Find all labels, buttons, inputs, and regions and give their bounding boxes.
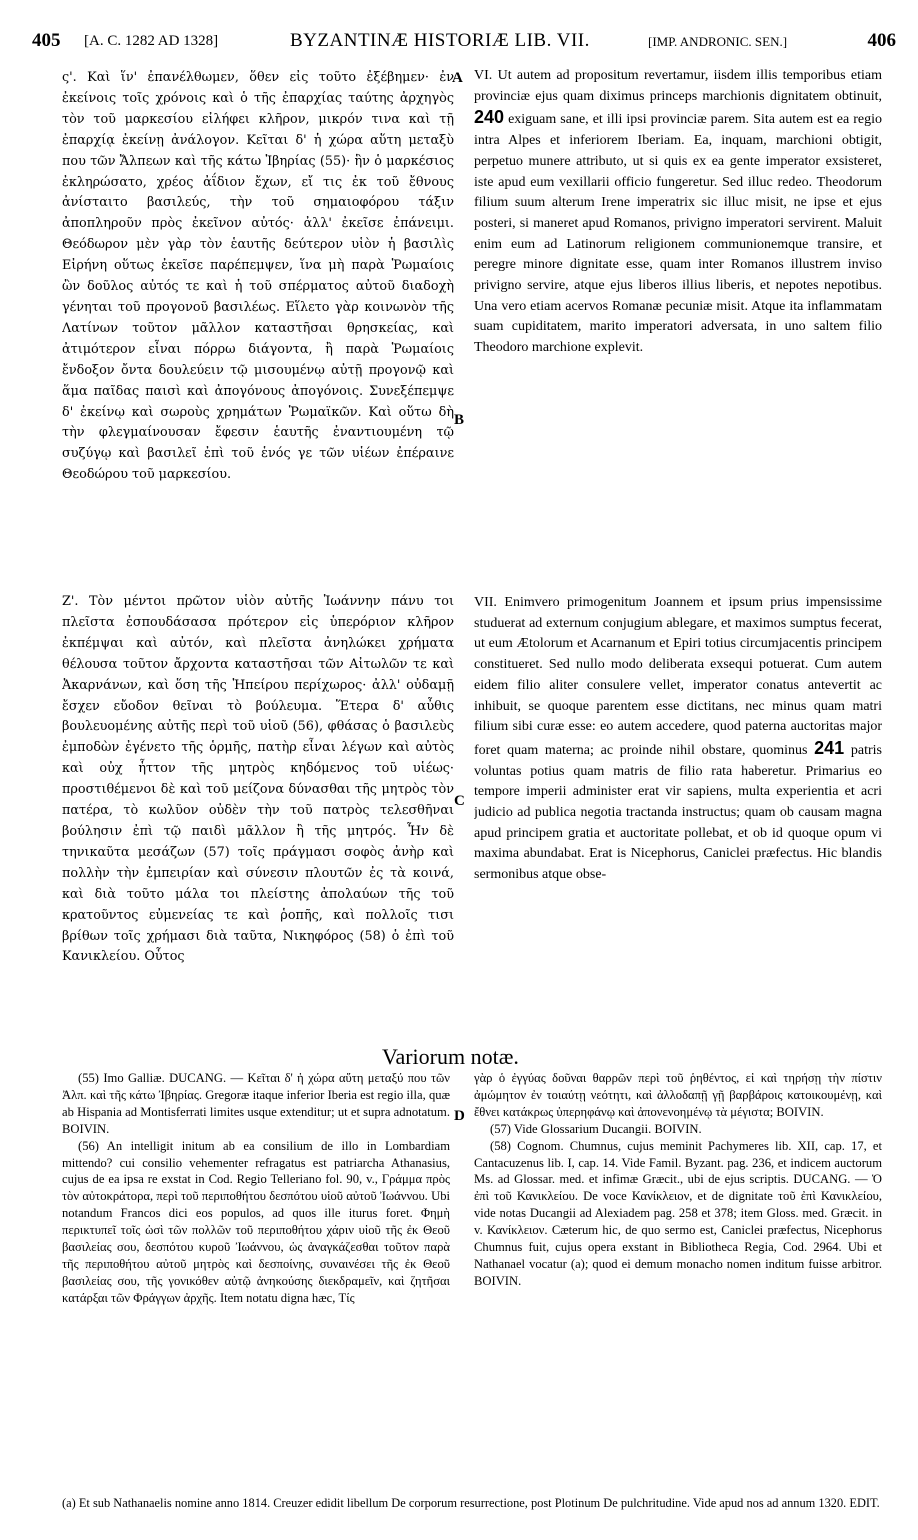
- page-number-right: 406: [867, 30, 896, 51]
- variorum-notae-heading: Variorum notæ.: [382, 1044, 519, 1069]
- margin-letter-b: B: [454, 412, 465, 428]
- note-56-continued: γὰρ ὁ ἐγγύας δοῦναι θαρρῶν περὶ τοῦ ῥηθέντος, εἰ καὶ τηρήσῃ τὴν πίστιν ἀμώμητον ἐν τοιαύτῃ νεότητι, καὶ ἀλλοδαπῇ γῇ βαρβάροις κατοικουμένῃ, καὶ ἔθνει κατάκρως ὑπερηφάνῳ καὶ ἀπονενοημένῳ τὰ μέγιστα; BOIVIN.: [474, 1071, 882, 1119]
- running-title: BYZANTINÆ HISTORIÆ LIB. VII.: [290, 30, 590, 51]
- running-header: [32, 30, 896, 62]
- margin-letter-d: D: [454, 1108, 465, 1124]
- latin-text-6b: exiguam sane, et illi ipsi provinciæ parem. Sita autem est ea regio intra Alpes et inferiorem Iberiam. Ea, inquam, marchioni obtigit, perpetuo munere attributo, ut si quis ex ea gente imperator exsisteret, iste apud eum vexillarii officio fungeretur. Sed illuc redeo. Theodorum filium suum alterum Irene imperatrix sic illuc misit, ne ipse et ejus posteri, si maneret apud Romanos, privigno imperatori servirent. Maluit enim eum ad Latinorum religionem communionemque transire, et peregre minore dignitate esse, quam inter Romanos illustrem invisо privigno servire, atque ejus liberos illius liberis, et nepotes nepotibus. Una vero etiam acervos Romanæ pecuniæ misit. Atque ita inflammatam suam cupiditatem, marito imperatori adversata, in uno saltem filio Theodoro marchione explevit.: [474, 112, 882, 356]
- editor-footnote: (a) Et sub Nathanaelis nomine anno 1814. Creuzer edidit libellum De corporum resurrectione, post Plotinum De pulchritudine. Vide apud nos ad annum 1320. EDIT.: [62, 1496, 880, 1510]
- greek-section-7: [62, 592, 454, 1032]
- notes-right-column: [474, 1070, 882, 1490]
- page-number-left: 405: [32, 30, 61, 51]
- reign-label: [IMP. ANDRONIC. SEN.]: [648, 34, 788, 49]
- note-58: (58) Cognom. Chumnus, cujus meminit Pachymeres lib. XII, cap. 17, et Cantacuzenus lib. I, cap. 14. Vide Famil. Byzant. pag. 236, et indicem auctorum Ms. ad Glossar. med. et infimæ Græcit., ubi de ejus scriptis. DUCANG. — Ὁ ἐπὶ τοῦ Κανικλείου. De voce Κανίκλειον, et de dignitate τοῦ ἐπὶ Κανικλείου, vide notas Ducangii ad Alexiadem pag. 258 et 378; item Gloss. med. Græcit. in v. Κανίκλειον. Cæterum hic, de quo sermo est, Caniclei præfectus, Nicephorus Chumnus fuit, cujus opera exstant in Bibliotheca Regia, Cod. 2964. Ubi et Nathanael vocatur (a); quod ei demum monacho nomen inditum fuisse arbitror. BOIVIN.: [474, 1138, 882, 1288]
- latin-section-7: [474, 593, 882, 1033]
- notes-left-column: [62, 1070, 450, 1490]
- latin-text-7a: VII. Enimvero primogenitum Joannem et ipsum prius impensissime studuerat ad externum conjugium ablegare, et maximos sumptus fecerat, ut eum Ætolorum et Acarnanum et Epiri totius circumjacentis principem constitueret. Sed nullo modo deliberata exsequi potuerat. Cum autem eidem filio aliter consulere vellet, imperator conatus antevertit ac inhibuit, se quoque parentem esse dictitans, nec minus quam matri filium sibi curæ esse: eo autem accedere, quod paterna auctoritas major foret quam materna; ac proinde nihil obstare, quominus: [474, 595, 882, 758]
- latin-section-6: [474, 66, 882, 550]
- note-57: (57) Vide Glossarium Ducangii. BOIVIN.: [490, 1121, 702, 1136]
- note-56: (56) An intelligit initum ab ea consilium de illo in Lombardiam mittendo? cui consilio vehementer refragatus est patriarcha Athanasius, cujus de ea ipsa re exstat in Cod. Regio Telleriano fol. 90, v., Γράμμα πρὸς τὸν αὐτοκράτορα, περὶ τοῦ περιποθήτου δεσπότου υἱοῦ αὐτοῦ Ἰωάννου. Ubi notandum Francos dici eos populos, ad quos ille iturus foret. Φημὴ περικτυπεῖ τοῖς ὠσὶ τῶν πολλῶν τοῦ περιποθήτου χάριν υἱοῦ τῆς ἐκ Θεοῦ βασιλείας σου, δεσπότου κυροῦ Ἰωάννου, ὡς ἀναγκάζεσθαι τοῦτον παρὰ τῆς περιποθήτου αὐτοῦ μητρὸς καὶ δεσποίνης, συναινέσει τῆς ἐκ Θεοῦ βασιλείας σου, τῆς γονικόθεν αὐτῷ ἀνηκούσης διεκδραμεῖν, καὶ ζητῆσαι κατάρξαι τῶν Φράγγων ἀρχῆς. Item notatu digna hæc, Τίς: [62, 1138, 450, 1305]
- page-marker-240: 240: [474, 107, 505, 128]
- page-marker-241: 241: [814, 737, 845, 758]
- greek-text-7: Ζ'. Τὸν μέντοι πρῶτον υἱὸν αὐτῆς Ἰωάννην πάνυ τοι πλεῖστα ἐσπουδάσασα πρότερον εἰς ὑπερόριον κλῆρον ἐκπέμψαι καὶ αὐτόν, καὶ πλεῖστα ἀνηλώκει χρήματα θέλουσα τοῦτον ἄρχοντα καταστῆσαι τῶν Αἰτωλῶν τε καὶ Ἀκαρνάνων, καὶ ὅση τῆς Ἠπείρου περίχωρος· ἀλλ' οὐδαμῇ ἔσχεν εὔοδον θεῖναι τὸ βούλευμα. Ἕτερα δ' αὖθις βουλευομένης αὐτῆς περὶ τοῦ υἱοῦ (56), φθάσας ὁ βασιλεὺς ἐμποδὼν ἐγένετο τῆς ὁρμῆς, πατὴρ εἶναι λέγων καὶ αὐτὸς καὶ οὐχ ἧττον τῆς μητρὸς κηδόμενος τοῦ υἱέως· προστιθέμενοι δὲ καὶ τοῦ μείζονα δύνασθαι τῆς μητρὸς τὸν πατέρα, τὸ κωλῦον οὐδὲν τὴν τοῦ πατρὸς τελεσθῆναι βούλησιν ἐπὶ τῷ παιδὶ μᾶλλον ἢ τῆς μητρός. Ἦν δὲ τηνικαῦτα μεσάζων (57) τοῖς πράγμασι σοφὸς ἀνὴρ καὶ πολλὴν τὴν ἐμπειρίαν καὶ σύνεσιν πλουτῶν ἐς τὰ κοινά, καὶ διὰ τοῦτο μάλα τοι πλείστης ἀπολαύων τῆς τοῦ κρατοῦντος εὐμενείας τε καὶ ῥοπῆς, καὶ πολλοῖς τισι βρίθων τοῖς χρήμασι διὰ ταῦτα, Νικηφόρος (58) ὁ ἐπὶ τοῦ Κανικλείου. Οὗτος: [62, 594, 454, 965]
- latin-text-6a: VI. Ut autem ad propositum revertamur, iisdem illis temporibus etiam provinciæ ejus quam diximus princeps marchionis dignitatem obtinuit,: [474, 68, 882, 104]
- greek-section-6: [62, 68, 454, 588]
- year-range: [A. C. 1282 AD 1328]: [84, 33, 219, 49]
- margin-letter-c: C: [454, 793, 465, 809]
- margin-letter-a: A: [452, 70, 463, 86]
- latin-text-7b: patris voluntas potius quam matris de filio rata haberetur. Primarius eo tempore imperii administer erat vir sapiens, multa experientia et acri judicio ad publica negotia tractanda instructus; quam ob causam magna apud principem gratia et auctoritate pollebat, et ob id quoque opum vi maxima abundabat. Erat is Nicephorus, Caniclei præfectus. Hic blandis sermonibus atque obse-: [474, 742, 882, 883]
- note-55: (55) Imo Galliæ. DUCANG. — Κεῖται δ' ἡ χώρα αὕτη μεταξύ που τῶν Ἀλπ. καὶ τῆς κάτω Ἰβηρίας. Gregoræ itaque inferior Iberia est regio illa, quæ ab Hispania ad Montisferrati limites usque extenditur; ut et supra adnotatum. BOIVIN.: [62, 1071, 450, 1136]
- greek-text-6: ς'. Καὶ ἵν' ἐπανέλθωμεν, ὅθεν εἰς τοῦτο ἐξέβημεν· ἐν ἐκείνοις τοῖς χρόνοις καὶ ὁ τῆς ἐπαρχίας ταύτης ἀρχηγὸς τὸν τοῦ μαρκεσίου εἰλήφει κλῆρον, μικρόν τινα καὶ τῇ ἐπαρχίᾳ ἐκείνῃ ἀνάλογον. Κεῖται δ' ἡ χώρα αὕτη μεταξὺ που τῶν Ἄλπεων καὶ τῆς κάτω Ἰβηρίας (55)· ἣν ὁ μαρκέσιος ἐκληρώσατο, χρέος ἀΐδιον ἔχων, εἴ τις ἐκ τοῦ ἔθνους ἀνίσταιτο βασιλεύς, τὴν τοῦ σημαιοφόρου τάξιν ἀποπληροῦν πρὸς ἐκεῖνον αὐτός· ἀλλ' ἐκεῖσε ἐπάνειμι. Θεόδωρον μὲν γὰρ τὸν ἑαυτῆς δεύτερον υἱὸν ἡ βασιλὶς Εἰρήνη οὕτως ἐκεῖσε παρέπεμψεν, ἵνα μὴ παρὰ Ῥωμαίοις ὢν δοῦλος αὐτός τε καὶ ἡ τοῦ σπέρματος αὐτοῦ διαδοχὴ γένηται τοῦ προγονοῦ βασιλέως. Εἵλετο γὰρ κοινωνὸν τῆς Λατίνων τοῦτον μᾶλλον καταστῆσαι θρησκείας, καὶ ἀτιμότερον εἶναι πόρρω διάγοντα, ἢ παρὰ Ῥωμαίοις ἔνδοξον ὄντα δουλεύειν τῷ μισουμένῳ αὐτῇ προγονῷ καὶ ἅμα παῖδας παισὶ καὶ ἀπογόνους ἀπογόνοις. Συνεξέπεμψε δ' ἐκείνῳ καὶ σωροὺς χρημάτων Ῥωμαϊκῶν. Καὶ οὕτω δὴ τὴν φλεγμαίνουσαν ἔφεσιν ἑαυτῆς ἐναντιουμένη τῷ συζύγῳ καὶ βασιλεῖ ἐπὶ τοῦ ἑνός γε τῶν υἱέων ἐπέραινε Θεοδώρου τοῦ μαρκεσίου.: [62, 70, 454, 483]
